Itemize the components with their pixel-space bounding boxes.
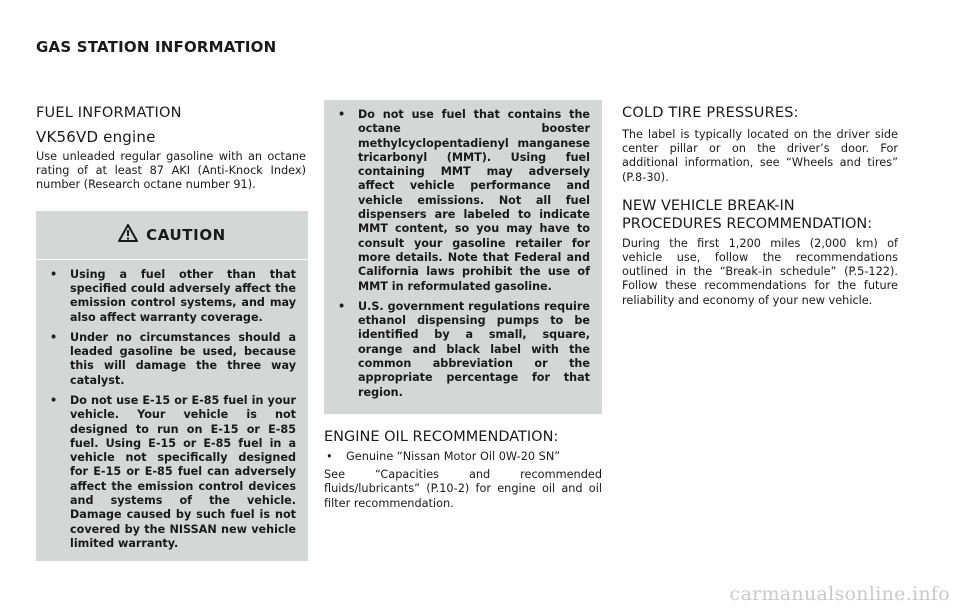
engine-oil-item: • Genuine “Nissan Motor Oil 0W-20 SN” [324,450,602,464]
tire-heading: COLD TIRE PRESSURES: [622,105,799,121]
column-right [622,104,898,308]
caution-title: CAUTION [146,225,226,244]
caution-list-continued [336,108,590,400]
page-title: GAS STATION INFORMATION [36,38,277,56]
caution-item: • U.S. government regulations require ethanol dispensing pumps to be identified by a small, square, orange and black label with the common abbreviation or the appropriate percentage for that region. [336,300,590,400]
column-middle [324,100,602,511]
fuel-info-heading: FUEL INFORMATION [36,105,182,121]
caution-item: • Do not use E-15 or E-85 fuel in your vehicle. Your vehicle is not designed to run on E-15 or E-85 fuel. Using E-15 or E-85 fuel in a vehicle not specifically designed for E-15 or E-85 fuel can adversely affect the emission control devices and systems of the vehicle. Damage caused by such fuel is not covered by the NISSAN new vehicle limited warranty. [48,394,296,551]
engine-oil-heading: ENGINE OIL RECOMMENDATION: [324,428,559,445]
fuel-info-body: Use unleaded regular gasoline with an octane rating of at least 87 AKI (Anti-Knock Index) number (Research octane number 91). [36,150,306,192]
caution-box [36,211,308,562]
caution-header [48,215,296,255]
break-in-body: During the first 1,200 miles (2,000 km) of vehicle use, follow the recommendations outlined in the “Break-in schedule” (P.5-122). Follow these recommendations for the future reliability and economy of your new vehicle. [622,236,898,307]
column-left [36,104,306,561]
engine-heading: VK56VD engine [36,128,156,146]
engine-oil-list [324,450,602,464]
engine-oil-body: See “Capacities and recommended fluids/lubricants” (P.10-2) for engine oil and oil filter recommendation. [324,468,602,510]
caution-box-continued [324,100,602,414]
warning-triangle-icon [118,224,138,246]
caution-item: • Using a fuel other than that specified could adversely affect the emission control systems, and may also affect warranty coverage. [48,268,296,325]
break-in-heading: NEW VEHICLE BREAK-IN PROCEDURES RECOMMENDATION: [622,197,873,232]
watermark: carmanualsonline.info [729,583,950,605]
caution-list [48,268,296,552]
caution-item: • Under no circumstances should a leaded gasoline be used, because this will damage the three way catalyst. [48,331,296,388]
tire-body: The label is typically located on the driver side center pillar or on the driver’s door. For additional information, see “Wheels and tires” (P.8-30). [622,128,898,184]
caution-item: • Do not use fuel that contains the octane booster methylcyclopentadienyl manganese tricarbonyl (MMT). Using fuel containing MMT may adversely affect vehicle performance and vehicle emissions. Not all fuel dispensers are labeled to indicate MMT content, so you may have to consult your gasoline retailer for more details. Note that Federal and California laws prohibit the use of MMT in reformulated gasoline. [336,108,590,294]
caution-divider [36,259,308,260]
